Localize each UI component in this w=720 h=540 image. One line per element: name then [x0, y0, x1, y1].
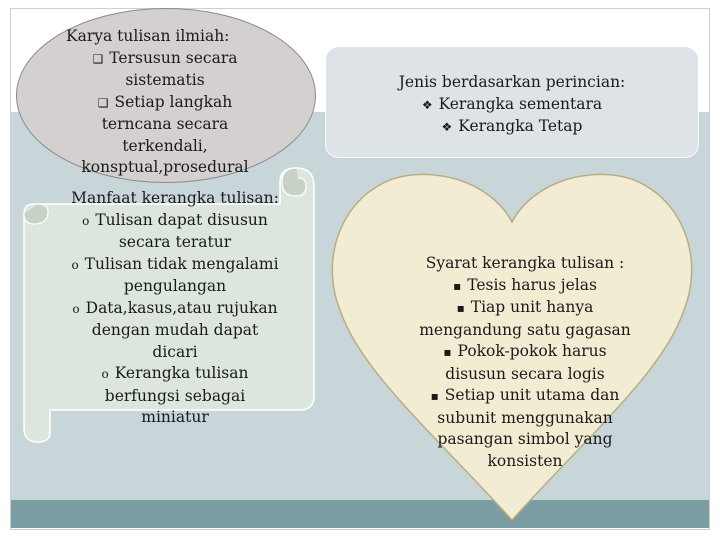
heart-item-cont: mengandung satu gagasan: [419, 320, 631, 339]
scroll-item-text: Data,kasus,atau rujukan: [85, 298, 278, 317]
square-small-bullet-icon: ▪: [443, 345, 452, 359]
ellipse-item-text: Tersusun secara: [109, 48, 238, 67]
heart-item: [400, 385, 650, 408]
heart-item-cont: konsisten: [487, 451, 563, 470]
scroll-item-text: Tulisan dapat disusun: [95, 210, 268, 229]
ellipse-item-cont: konsptual,prosedural: [81, 158, 249, 176]
heart-item-text: Tiap unit hanya: [470, 298, 594, 316]
ellipse-title: Karya tulisan ilmiah:: [66, 27, 230, 45]
ellipse-item-cont: terncana secara: [101, 115, 229, 133]
ellipse-item-cont: terkendali,: [122, 136, 208, 155]
heart-title: Syarat kerangka tulisan :: [425, 254, 625, 272]
circle-bullet-icon: o: [72, 301, 80, 316]
scroll-item-cont: miniatur: [141, 408, 209, 426]
scroll-item-text: Kerangka tulisan: [114, 364, 249, 382]
ellipse-item-text: Setiap langkah: [114, 92, 233, 111]
box-title: Jenis berdasarkan perincian:: [398, 73, 626, 91]
heart-item: [400, 341, 650, 364]
heart-item-text: Setiap unit utama dan: [444, 386, 620, 404]
square-bullet-icon: ❑: [97, 95, 109, 110]
box-item-text: Kerangka sementara: [438, 94, 603, 113]
box-item-text: Kerangka Tetap: [458, 117, 583, 135]
circle-bullet-icon: o: [82, 213, 90, 228]
ellipse-item-cont: sistematis: [125, 71, 205, 89]
diamond-bullet-icon: ❖: [441, 120, 453, 134]
heart-item: [400, 275, 650, 298]
scroll-item-cont: secara teratur: [118, 233, 232, 251]
circle-bullet-icon: o: [101, 367, 109, 381]
heart-item-text: Tesis harus jelas: [467, 275, 597, 294]
scroll-item-cont: berfungsi sebagai: [104, 386, 246, 405]
circle-bullet-icon: o: [71, 257, 79, 272]
heart-item: [400, 297, 650, 320]
square-small-bullet-icon: ▪: [453, 278, 462, 293]
scroll-item-cont: pengulangan: [123, 277, 227, 295]
scroll-title: Manfaat kerangka tulisan:: [71, 189, 279, 207]
square-small-bullet-icon: ▪: [456, 301, 465, 315]
heart-item-cont: pasangan simbol yang: [437, 430, 613, 448]
heart-item-cont: disusun secara logis: [445, 364, 605, 383]
heart-item-cont: subunit menggunakan: [437, 408, 613, 427]
scroll-item-text: Tulisan tidak mengalami: [84, 254, 279, 273]
square-bullet-icon: ❑: [92, 51, 104, 66]
heart-item-text: Pokok-pokok harus: [457, 342, 607, 360]
scroll-item-cont: dicari: [152, 342, 198, 361]
heart-text: [400, 253, 650, 472]
diamond-bullet-icon: ❖: [421, 97, 433, 112]
square-small-bullet-icon: ▪: [430, 389, 439, 403]
scroll-item-cont: dengan mudah dapat: [91, 321, 259, 339]
